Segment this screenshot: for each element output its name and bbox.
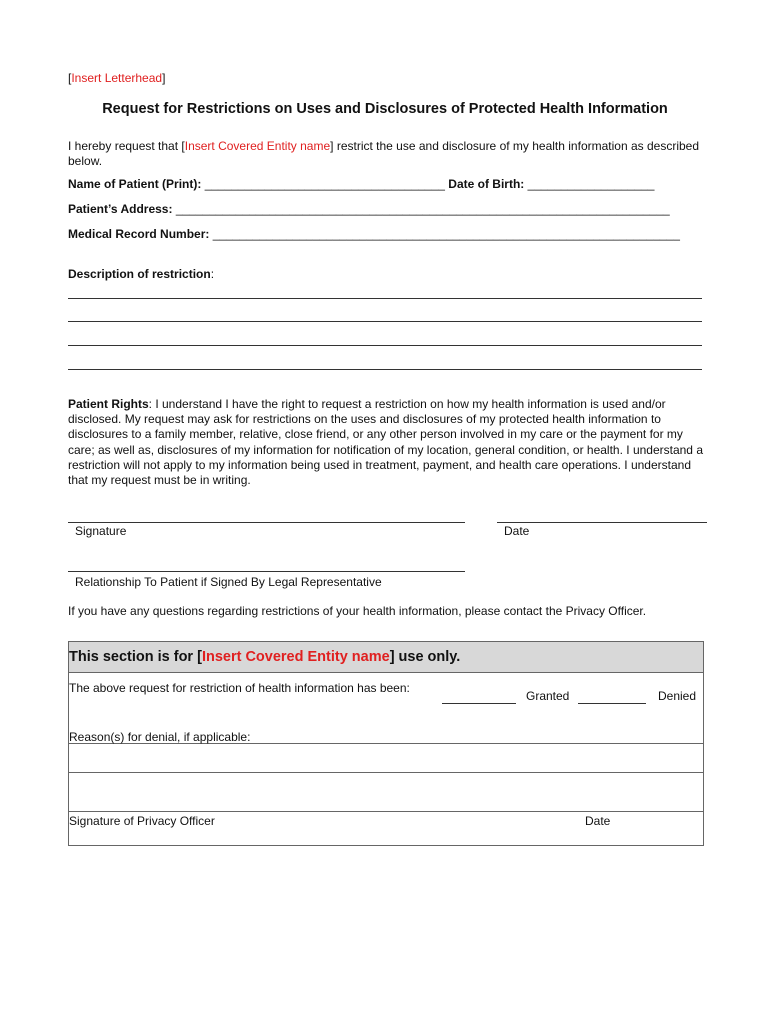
description-label-row: [68, 267, 214, 281]
officer-date-label: Date: [585, 814, 611, 828]
office-heading-after: ] use only.: [389, 649, 461, 665]
office-use-section: [68, 641, 704, 846]
address-row: [68, 202, 670, 216]
description-label: Description of restriction: [68, 267, 211, 281]
patient-name-label: Name of Patient (Print):: [68, 177, 202, 191]
dob-label: Date of Birth:: [448, 177, 525, 191]
dob-field[interactable]: ___________________: [527, 177, 655, 191]
patient-rights-text: : I understand I have the right to request a restriction on how my health information is used and/or disclosed. My request may ask for restrictions on the uses and disclosures of my protected health information to disclosures to a family member, relative, close friend, or any other person involved in my care or the payment for my care; as well as, disclosures of my information for notification of my location, general condition, or health. I understand a restriction will not apply to my information being used in treatment, payment, and health care operations. I understand that my request must be in writing.: [68, 397, 703, 488]
granted-label: Granted: [526, 689, 570, 703]
intro-before: I hereby request that [: [68, 139, 185, 153]
description-line-3[interactable]: [68, 345, 702, 346]
address-label: Patient’s Address:: [68, 202, 173, 216]
description-colon: :: [210, 267, 215, 281]
patient-name-row: [68, 177, 654, 191]
patient-rights-label: Patient Rights: [68, 397, 149, 411]
date-label: Date: [504, 524, 530, 538]
questions-note: If you have any questions regarding restrictions of your health information, please contact the Privacy Officer.: [68, 604, 647, 618]
mrn-field[interactable]: ______________________________________________________________________: [212, 227, 680, 241]
office-heading-before: This section is for [: [69, 649, 202, 665]
mrn-row: [68, 227, 680, 241]
officer-signature-label: Signature of Privacy Officer: [69, 814, 215, 828]
description-line-1[interactable]: [68, 298, 702, 299]
intro-paragraph: [68, 139, 708, 169]
reasons-line-2[interactable]: [69, 642, 703, 812]
signature-label: Signature: [75, 524, 127, 538]
date-line[interactable]: [497, 522, 707, 523]
intro-entity-placeholder: Insert Covered Entity name: [184, 139, 331, 153]
description-line-4[interactable]: [68, 369, 702, 370]
denied-label: Denied: [658, 689, 697, 703]
request-status-text: The above request for restriction of health information has been:: [69, 681, 410, 695]
reasons-label: Reason(s) for denial, if applicable:: [69, 730, 251, 744]
letterhead-bracket-open: [: [68, 71, 72, 85]
relationship-line[interactable]: [68, 571, 465, 572]
signature-line[interactable]: [68, 522, 465, 523]
letterhead-placeholder: [68, 71, 165, 85]
relationship-label: Relationship To Patient if Signed By Legal Representative: [75, 575, 382, 589]
address-field[interactable]: __________________________________________________________________________: [175, 202, 670, 216]
patient-rights-paragraph: [68, 397, 704, 488]
description-line-2[interactable]: [68, 321, 702, 322]
office-heading-entity-placeholder: Insert Covered Entity name: [201, 649, 390, 665]
letterhead-text: Insert Letterhead: [71, 71, 163, 85]
mrn-label: Medical Record Number:: [68, 227, 210, 241]
page-title: Request for Restrictions on Uses and Disclosures of Protected Health Information: [102, 101, 668, 117]
patient-name-field[interactable]: ____________________________________: [204, 177, 445, 191]
intro-after: ] restrict the use and disclosure of my health information as described below.: [68, 139, 700, 168]
letterhead-bracket-close: ]: [162, 71, 166, 85]
